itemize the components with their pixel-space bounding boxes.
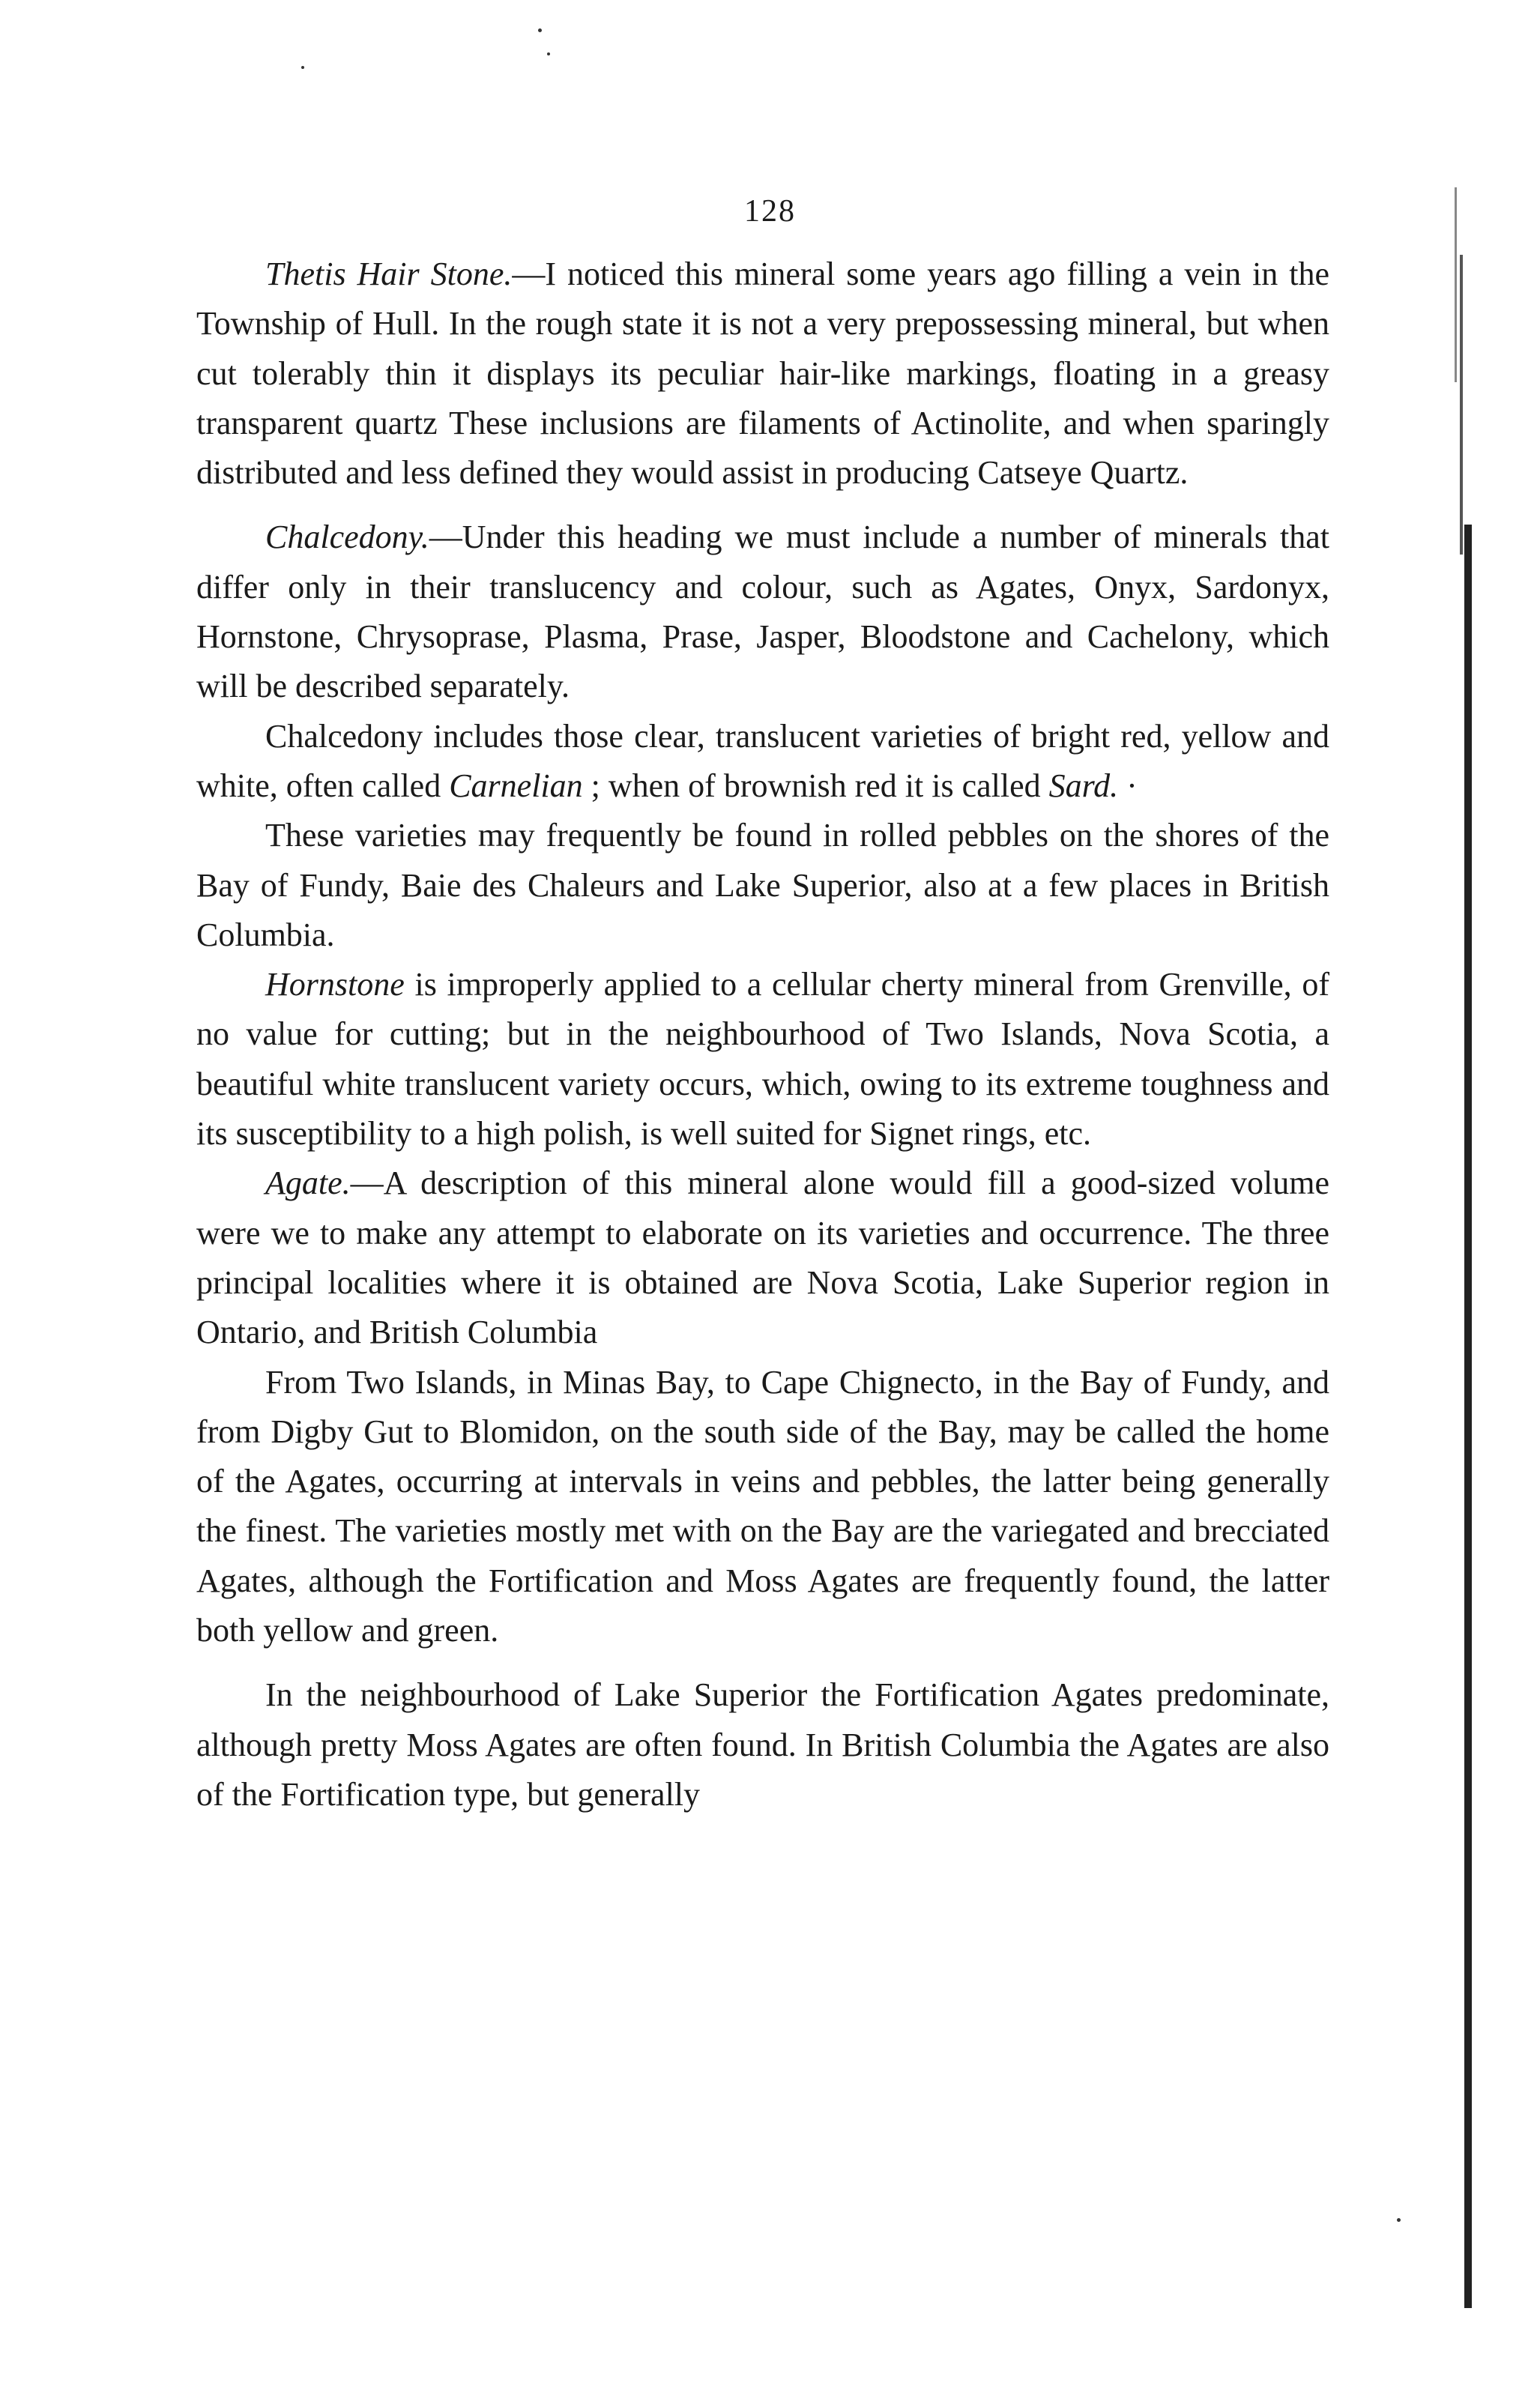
- heading-hornstone: Hornstone: [265, 966, 405, 1003]
- paragraph-text: Chalcedony includes those clear, translucent varieties of bright red, yellow and white, often called: [196, 717, 1329, 804]
- paragraph-thetis-hair-stone: [196, 250, 1329, 498]
- scan-speck: [547, 52, 550, 55]
- paragraph-text: is improperly applied to a cellular cherty mineral from Grenville, of no value for cutting; but in the neighbourhood of Two Islands, Nova Scotia, a beautiful white translucent variety occurs, which, owing to its extreme toughness and its susceptibility to a high polish, is well suited for Signet rings, etc.: [196, 966, 1329, 1153]
- scan-speck: [301, 66, 304, 69]
- paragraph-varieties-locations: [196, 811, 1329, 960]
- heading-agate: Agate.: [265, 1165, 351, 1202]
- paragraph-text: In the neighbourhood of Lake Superior the Fortification Agates predominate, although pretty Moss Agates are often found. In British Columbia the Agates are also of the Fortification type, but generally: [196, 1676, 1329, 1813]
- paragraph-text: —Under this heading we must include a number of minerals that differ only in their translucency and colour, such as Agates, Onyx, Sardonyx, Hornstone, Chrysoprase, Plasma, Prase, Jasper, Bloodstone and Cachelony, which will be described separately.: [196, 519, 1329, 705]
- heading-thetis-hair-stone: Thetis Hair Stone.: [265, 256, 513, 292]
- paragraph-text: —A description of this mineral alone would fill a good-sized volume were we to make any attempt to elaborate on its varieties and occurrence. The three principal localities where it is obtained are Nova Scotia, Lake Superior region in Ontario, and British Columbia: [196, 1165, 1329, 1351]
- paragraph-text: —I noticed this mineral some years ago filling a vein in the Township of Hull. In the rough state it is not a very prepossessing mineral, but when cut tolerably thin it displays its peculiar hair-like markings, floating in a greasy transparent quartz These inclusions are filaments of Actinolite, and when sparingly distributed and less defined they would assist in producing Catseye Quartz.: [196, 256, 1330, 492]
- paragraph-text: ·: [1118, 767, 1138, 804]
- paragraph-agate: [196, 1159, 1329, 1357]
- paragraph-nova-scotia-agates: [196, 1358, 1329, 1656]
- heading-chalcedony: Chalcedony.: [265, 519, 429, 556]
- scan-speck: [1397, 2218, 1401, 2222]
- paragraph-lake-superior-agates: [196, 1670, 1329, 1819]
- page-body: [196, 250, 1329, 1819]
- scan-edge-shadow-thin: [1460, 255, 1463, 555]
- paragraph-text: From Two Islands, in Minas Bay, to Cape Chignecto, in the Bay of Fundy, and from Digby Gut to Blomidon, on the south side of the Bay, may be called the home of the Agates, occurring at intervals in veins and pebbles, the latter being generally the finest. The varieties mostly met with on the Bay are the variegated and brecciated Agates, although the Fortification and Moss Agates are frequently found, the latter both yellow and green.: [196, 1363, 1329, 1649]
- page-number: 128: [744, 194, 796, 229]
- paragraph-chalcedony: [196, 513, 1329, 711]
- term-carnelian: Carnelian: [449, 767, 583, 804]
- paragraph-text: ; when of brownish red it is called: [582, 767, 1049, 804]
- scan-edge-shadow-upper: [1455, 187, 1457, 382]
- paragraph-chalcedony-varieties: [196, 712, 1329, 812]
- paragraph-hornstone: [196, 960, 1329, 1159]
- scan-speck: [538, 28, 542, 32]
- paragraph-text: These varieties may frequently be found in rolled pebbles on the shores of the Bay of Fundy, Baie des Chaleurs and Lake Superior, also at a few places in British Columbia.: [196, 817, 1329, 953]
- scan-edge-shadow: [1464, 525, 1472, 2308]
- term-sard: Sard.: [1048, 767, 1119, 804]
